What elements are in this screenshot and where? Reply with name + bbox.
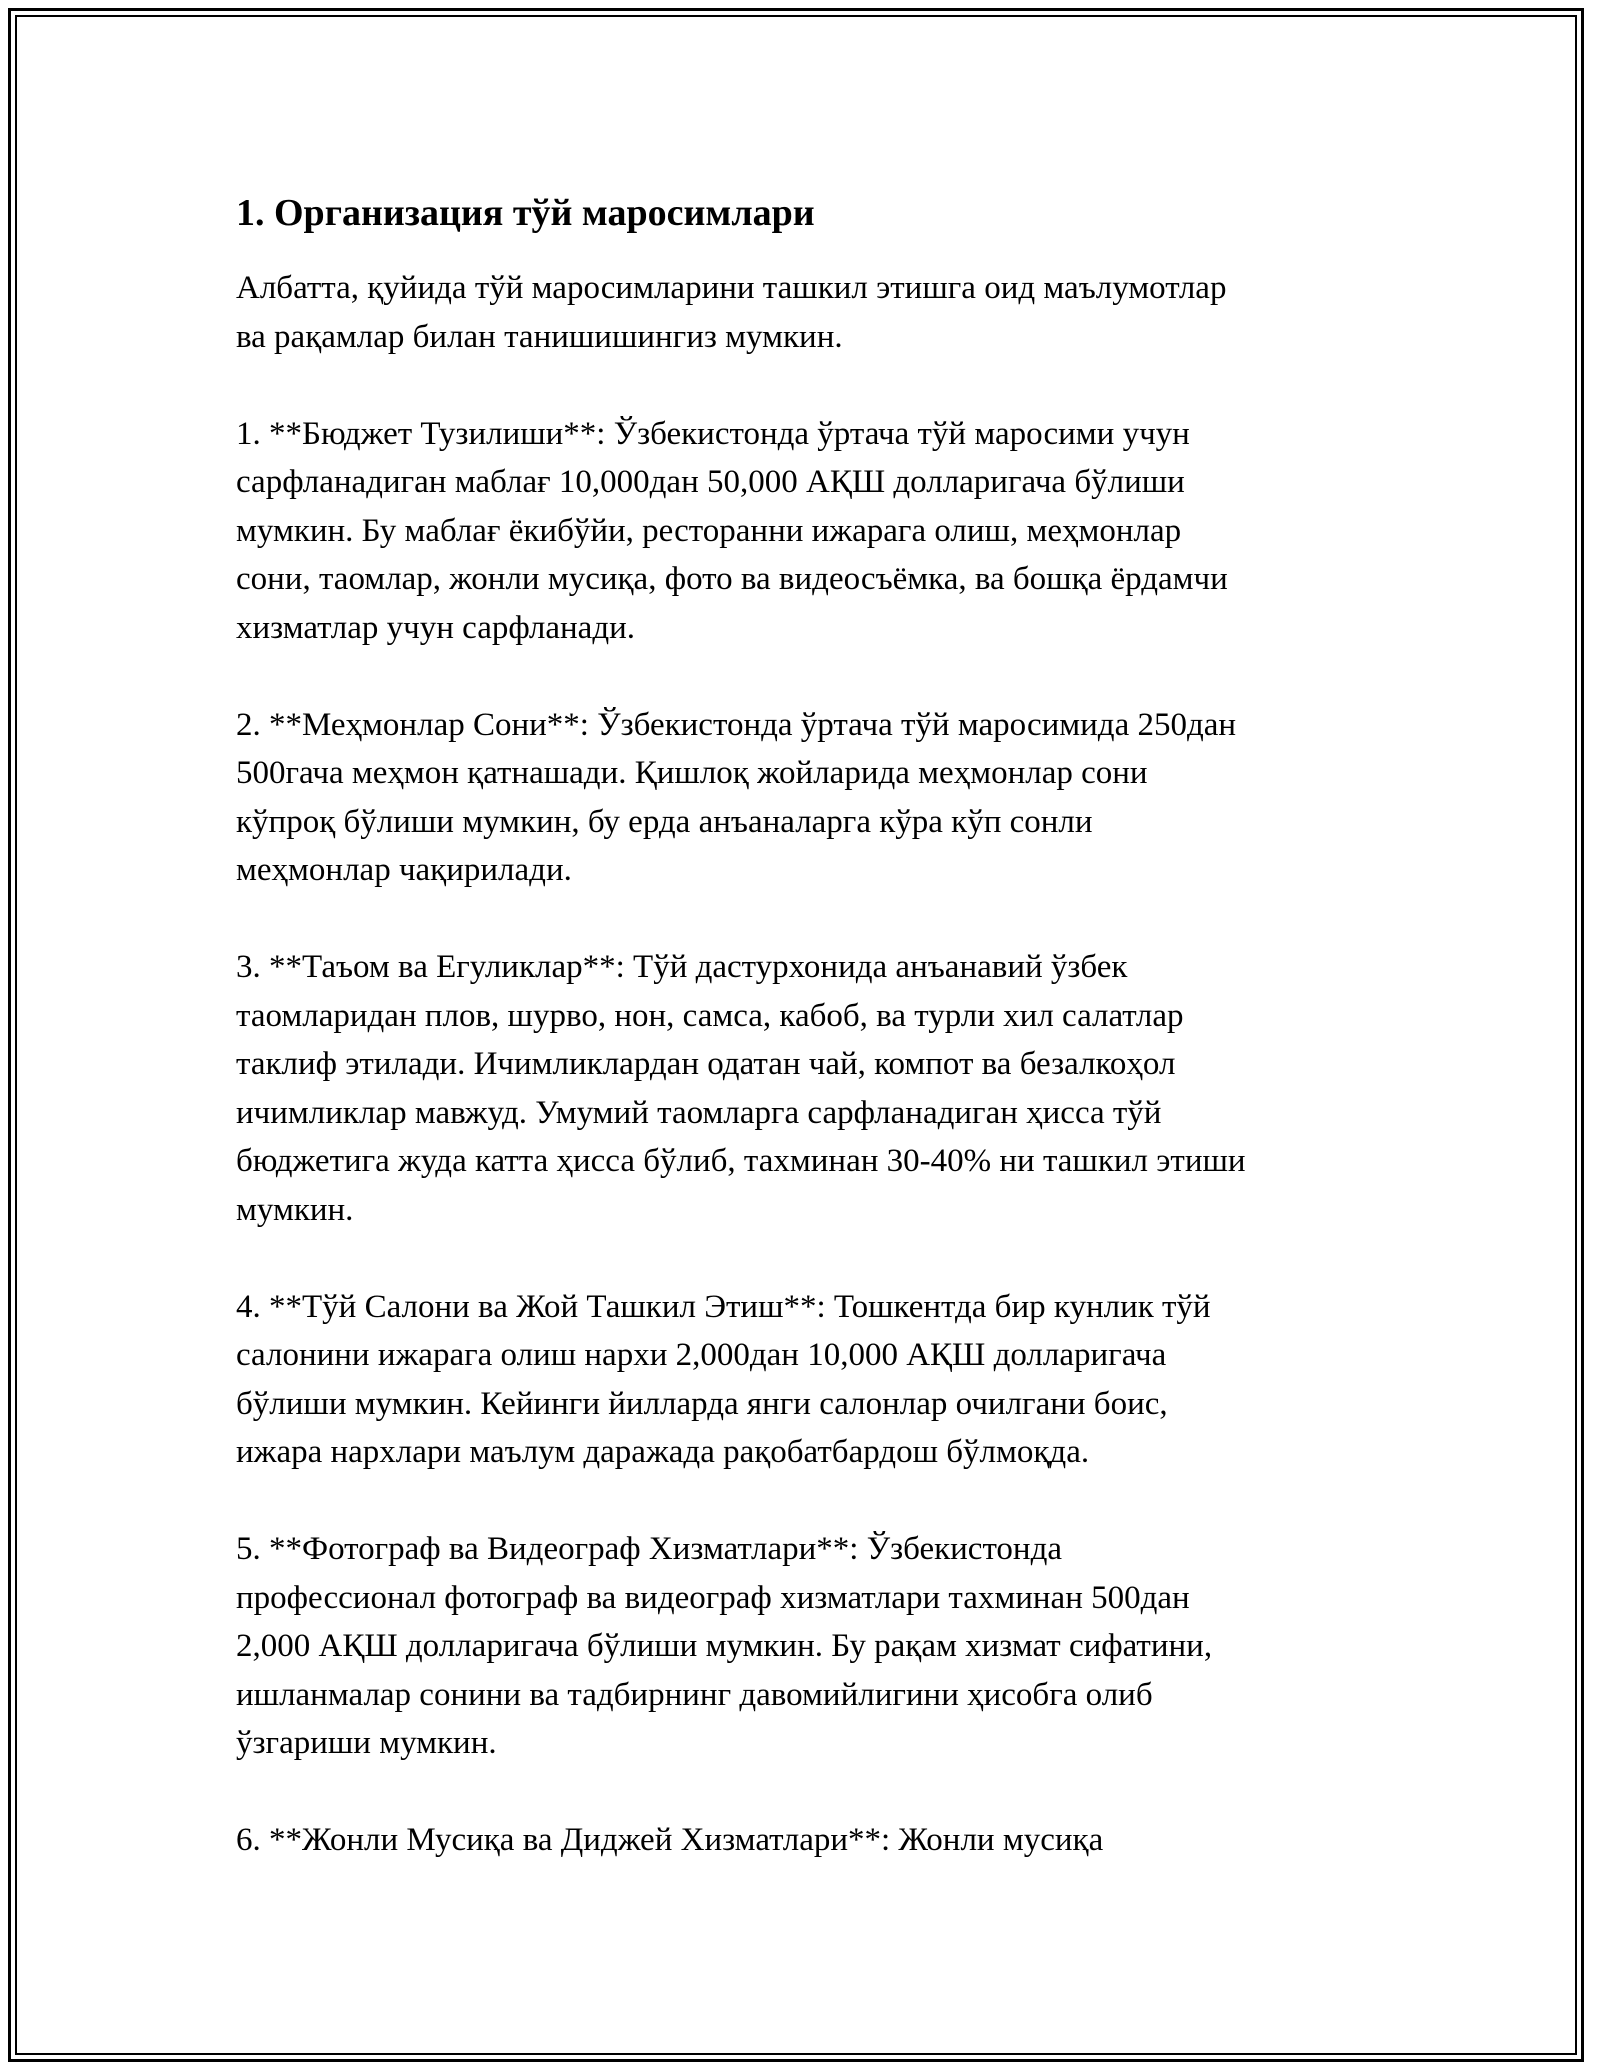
paragraph-photo-video: 5. **Фотограф ва Видеограф Хизматлари**: Ўзбекистонда профессионал фотограф ва видеограф хизматлари тахминан 500дан 2,000 АҚШ долларигача бўлиши мумкин. Бу рақам хизмат сифатини, ишланмалар сонини ва тадбирнинг давомийлигини ҳисобга олиб ўзгариши мумкин. xyxy=(236,1531,1213,1761)
intro-paragraph: Албатта, қуйида тўй маросимларини ташкил этишга оид маълумотлар ва рақамлар билан танишишингиз мумкин. xyxy=(236,270,1227,355)
paragraph-music: 6. **Жонли Мусиқа ва Диджей Хизматлари**: Жонли мусиқа xyxy=(236,1822,1104,1858)
document-title: 1. Организация тўй маросимлари xyxy=(236,192,815,234)
paragraph-guests: 2. **Меҳмонлар Сони**: Ўзбекистонда ўртача тўй маросимида 250дан 500гача меҳмон қатнашади. Қишлоқ жойларида меҳмонлар сони кўпроқ бўлиши мумкин, бу ерда анъаналарга кўра кўп сонли меҳмонлар чақирилади. xyxy=(236,706,1237,888)
paragraph-budget: 1. **Бюджет Тузилиши**: Ўзбекистонда ўртача тўй маросими учун сарфланадиган маблағ 10,000дан 50,000 АҚШ долларигача бўлиши мумкин. Бу маблағ ёкибўйи, ресторанни ижарага олиш, меҳмонлар сони, таомлар, жонли мусиқа, фото ва видеосъёмка, ва бошқа ёрдамчи хизматлар учун сарфланади. xyxy=(236,415,1228,646)
paragraph-food: 3. **Таъом ва Егуликлар**: Тўй дастурхонида анъанавий ўзбек таомларидан плов, шурво, нон, самса, кабоб, ва турли хил салатлар таклиф этилади. Ичимликлардан одатан чай, компот ва безалкоҳол ичимликлар мавжуд. Умумий таомларга сарфланадиган ҳисса тўй бюджетига жуда катта ҳисса бўлиб, тахминан 30-40% ни ташкил этиши мумкин. xyxy=(236,949,1246,1228)
paragraph-venue: 4. **Тўй Салони ва Жой Ташкил Этиш**: Тошкентда бир кунлик тўй салонини ижарага олиш нархи 2,000дан 10,000 АҚШ долларигача бўлиши мумкин. Кейинги йилларда янги салонлар очилгани боис, ижара нархлари маълум даражада рақобатбардош бўлмоқда. xyxy=(236,1288,1211,1470)
document-body xyxy=(236,188,1366,1913)
